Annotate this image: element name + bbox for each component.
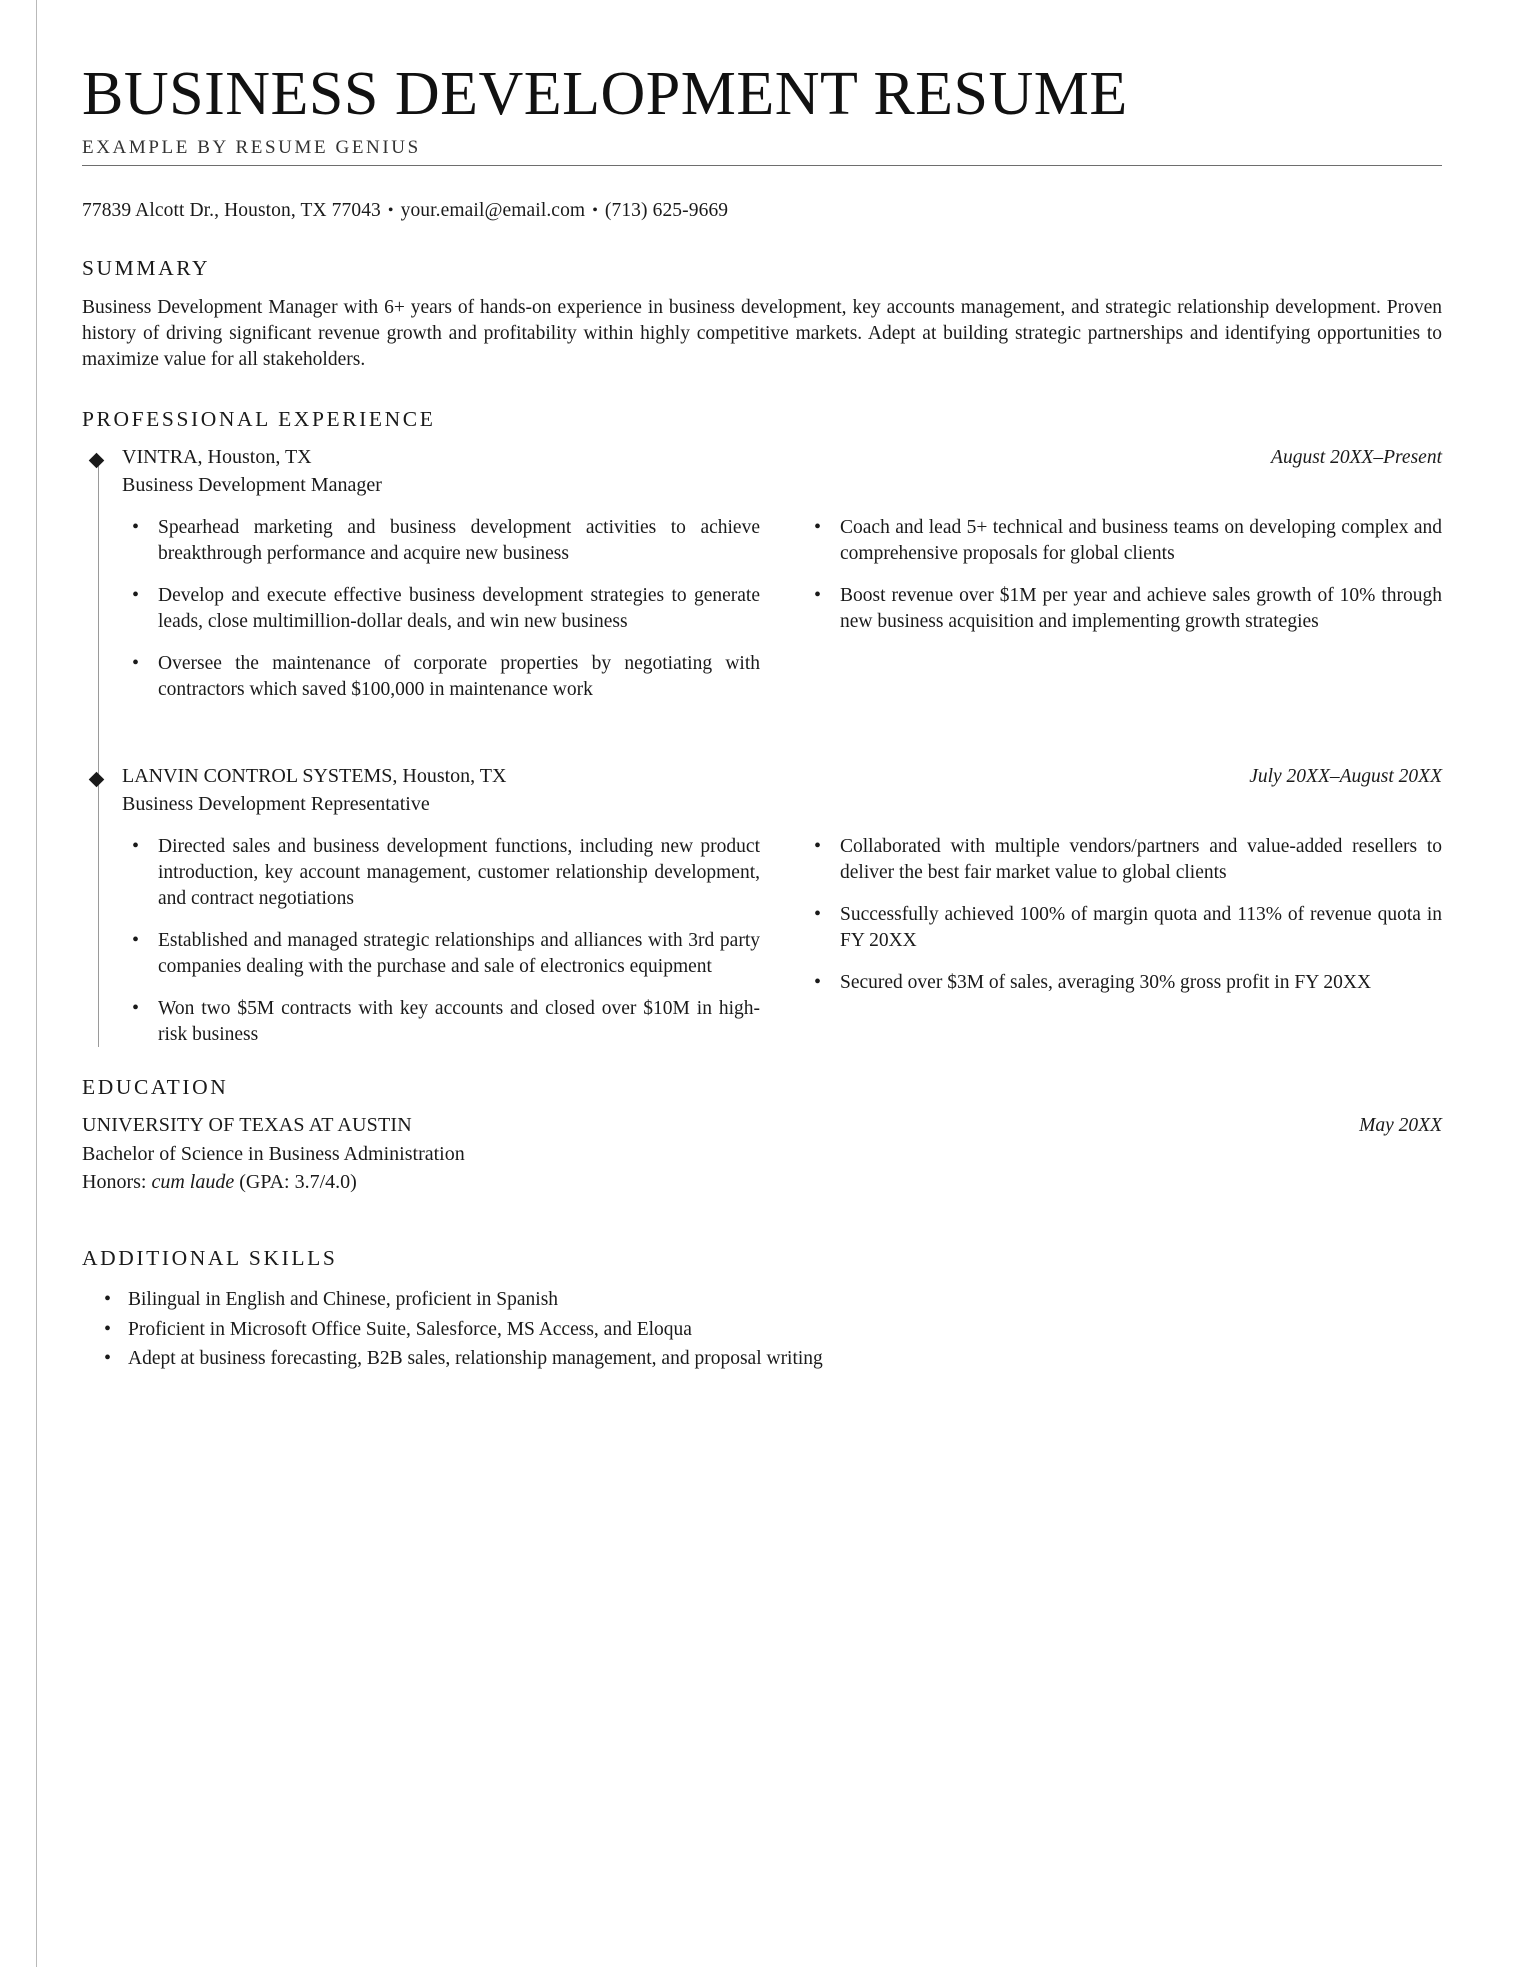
list-item: • Collaborated with multiple vendors/partners and value-added resellers to deliver the best fair market value to global clients [804,834,1442,886]
contact-email[interactable]: your.email@email.com [400,200,586,222]
list-item: • Develop and execute effective business development strategies to generate leads, close multimillion-dollar deals, and win new business [122,583,760,635]
education-honors [82,1171,1442,1194]
list-item: • Established and managed strategic relationships and alliances with 3rd party companies dealing with the purchase and sale of electronics equipment [122,928,760,980]
education-school: UNIVERSITY OF TEXAS AT AUSTIN [82,1114,412,1137]
experience-company: VINTRA, Houston, TX [122,446,312,469]
education-honors-gpa: (GPA: 3.7/4.0) [234,1171,357,1194]
education-heading: EDUCATION [82,1075,229,1100]
list-item: • Boost revenue over $1M per year and achieve sales growth of 10% through new business acquisition and implementing growth strategies [804,583,1442,635]
experience-role: Business Development Manager [122,474,382,497]
experience-timeline [98,462,99,1047]
skills-heading: ADDITIONAL SKILLS [82,1246,338,1271]
experience-item [122,446,1442,703]
experience-dates: July 20XX–August 20XX [1249,766,1442,787]
experience-bullets-left [122,834,760,1047]
list-item: • Coach and lead 5+ technical and business teams on developing complex and comprehensive proposals for global clients [804,515,1442,567]
experience-company: LANVIN CONTROL SYSTEMS, Houston, TX [122,765,507,787]
skills-section [82,1246,1442,1373]
list-item: • Adept at business forecasting, B2B sales, relationship management, and proposal writing [82,1344,1442,1373]
experience-dates: August 20XX–Present [1271,447,1442,469]
experience-bullets [122,834,1442,1047]
resume-header [82,62,1442,222]
page-title: BUSINESS DEVELOPMENT RESUME [82,60,1128,128]
experience-section [82,407,1442,1047]
experience-bullets-left [122,515,760,703]
experience-list [82,446,1442,1047]
contact-address: 77839 Alcott Dr., Houston, TX 77043 [82,200,381,222]
list-item: • Secured over $3M of sales, averaging 30% gross profit in FY 20XX [804,970,1442,996]
experience-heading: PROFESSIONAL EXPERIENCE [82,407,436,432]
diamond-icon [89,772,105,788]
experience-item-header [122,446,1442,469]
list-item: • Spearhead marketing and business development activities to achieve breakthrough performance and acquire new business [122,515,760,567]
experience-bullets-right [804,515,1442,703]
experience-bullets [122,515,1442,703]
page-left-rule [36,0,37,1967]
education-date: May 20XX [1359,1115,1442,1137]
summary-heading: SUMMARY [82,256,211,281]
education-degree: Bachelor of Science in Business Administration [82,1143,465,1166]
diamond-icon [89,453,105,469]
contact-separator-1: • [387,202,394,220]
list-item: • Bilingual in English and Chinese, proficient in Spanish [82,1285,1442,1314]
experience-item-header [122,765,1442,788]
contact-line [82,200,1442,222]
contact-separator-2: • [592,202,598,220]
education-honors-prefix: Honors: [82,1171,152,1194]
skills-list [82,1285,1442,1373]
contact-phone: (713) 625-9669 [604,200,729,222]
experience-role: Business Development Representative [122,793,430,815]
summary-section [82,256,1442,373]
list-item: • Won two $5M contracts with key accounts and closed over $10M in high-risk business [122,996,760,1048]
list-item: • Directed sales and business development functions, including new product introduction, key account management, customer relationship development, and contract negotiations [122,834,760,912]
header-divider [82,165,1442,166]
experience-bullets-right [804,834,1442,1047]
education-header [82,1114,1442,1137]
page-subtitle: EXAMPLE BY RESUME GENIUS [82,137,421,159]
education-honors-latin: cum laude [151,1171,235,1194]
summary-text: Business Development Manager with 6+ years of hands-on experience in business development, key accounts management, and strategic relationship development. Proven history of driving significant revenue growth and profitability within highly competitive markets. Adept at building strategic partnerships and identifying opportunities to maximize value for all stakeholders. [82,297,1442,371]
education-section [82,1075,1442,1194]
list-item: • Oversee the maintenance of corporate properties by negotiating with contractors which saved $100,000 in maintenance work [122,651,760,703]
list-item: • Successfully achieved 100% of margin quota and 113% of revenue quota in FY 20XX [804,902,1442,954]
list-item: • Proficient in Microsoft Office Suite, Salesforce, MS Access, and Eloqua [82,1315,1442,1344]
experience-item [122,765,1442,1047]
